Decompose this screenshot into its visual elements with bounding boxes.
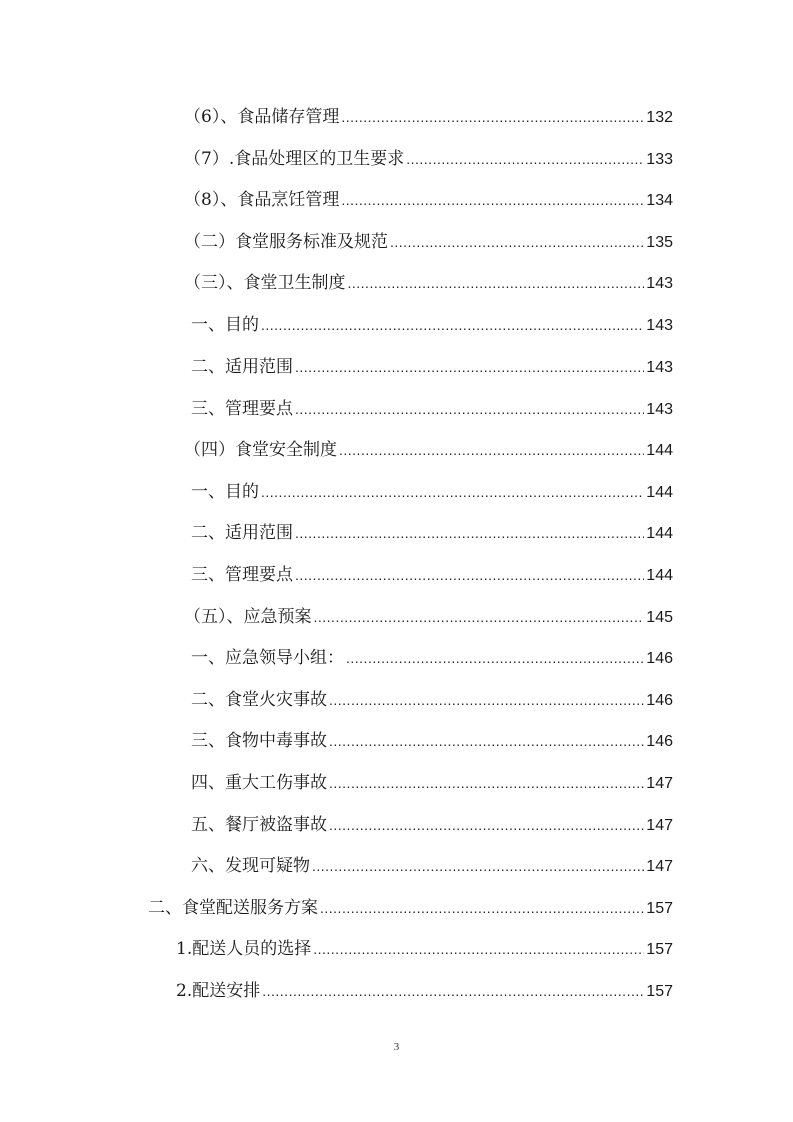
toc-entry-label: 二、适用范围	[191, 523, 293, 543]
toc-page-number: 147	[646, 817, 673, 834]
toc-page-number: 143	[646, 275, 673, 292]
toc-leader-dots	[312, 853, 644, 879]
toc-entry-label: （8）、食品烹饪管理	[184, 190, 340, 210]
toc-entry[interactable]	[184, 104, 673, 130]
toc-leader-dots	[295, 562, 644, 588]
toc-entry-label: （二）食堂服务标准及规范	[184, 232, 388, 252]
toc-leader-dots	[341, 104, 644, 130]
toc-entry-label: 四、重大工伤事故	[191, 773, 327, 793]
toc-entry-label: 六、发现可疑物	[191, 856, 310, 876]
toc-leader-dots	[295, 354, 644, 380]
toc-leader-dots	[406, 146, 644, 172]
toc-leader-dots	[346, 645, 644, 671]
toc-leader-dots	[329, 812, 644, 838]
toc-leader-dots	[314, 604, 645, 630]
toc-entry[interactable]	[184, 437, 673, 463]
toc-page-number: 146	[646, 733, 673, 750]
toc-page-number: 157	[646, 941, 673, 958]
toc-entry-label: 一、目的	[191, 315, 259, 335]
toc-entry-label: 五、餐厅被盗事故	[191, 815, 327, 835]
toc-leader-dots	[339, 437, 644, 463]
toc-entry[interactable]	[176, 936, 673, 962]
toc-entry[interactable]	[184, 604, 673, 630]
toc-entry[interactable]	[191, 562, 673, 588]
toc-entry[interactable]	[191, 396, 673, 422]
toc-entry-label: 三、管理要点	[191, 399, 293, 419]
toc-page-number: 146	[646, 650, 673, 667]
toc-leader-dots	[329, 728, 644, 754]
toc-page-number: 144	[646, 567, 673, 584]
toc-page-number: 145	[646, 609, 673, 626]
toc-leader-dots	[262, 978, 644, 1004]
toc-entry[interactable]	[184, 270, 673, 296]
toc-leader-dots	[390, 229, 644, 255]
toc-entry-label: 1.配送人员的选择	[176, 939, 312, 959]
toc-page-number: 144	[646, 442, 673, 459]
toc-page-number: 132	[646, 109, 673, 126]
toc-leader-dots	[261, 312, 644, 338]
toc-page-number: 144	[646, 525, 673, 542]
toc-entry[interactable]	[191, 479, 673, 505]
toc-page-number: 143	[646, 401, 673, 418]
toc-entry[interactable]	[184, 187, 673, 213]
toc-page-number: 157	[646, 983, 673, 1000]
toc-leader-dots	[341, 187, 644, 213]
toc-page-number: 143	[646, 359, 673, 376]
toc-entry-label: （五）、应急预案	[184, 607, 312, 627]
toc-page-number: 146	[646, 692, 673, 709]
toc-entry-label: （7）.食品处理区的卫生要求	[184, 149, 405, 169]
toc-entry[interactable]	[191, 853, 673, 879]
toc-entry-label: 三、食物中毒事故	[191, 731, 327, 751]
toc-page-number: 134	[646, 192, 673, 209]
toc-leader-dots	[295, 396, 644, 422]
toc-entry[interactable]	[191, 520, 673, 546]
toc-entry-label: （6）、食品储存管理	[184, 107, 340, 127]
toc-page-number: 143	[646, 317, 673, 334]
toc-leader-dots	[320, 895, 644, 921]
toc-leader-dots	[348, 270, 645, 296]
toc-entry[interactable]	[191, 812, 673, 838]
toc-page-number: 147	[646, 858, 673, 875]
toc-entry[interactable]	[184, 146, 673, 172]
toc-entry[interactable]	[148, 895, 673, 921]
toc-page-number: 135	[646, 234, 673, 251]
toc-entry[interactable]	[176, 978, 673, 1004]
toc-leader-dots	[261, 479, 644, 505]
toc-entry[interactable]	[191, 687, 673, 713]
toc-entry-label: 一、应急领导小组：	[191, 648, 344, 668]
toc-leader-dots	[313, 936, 644, 962]
toc-entry-label: 二、食堂火灾事故	[191, 690, 327, 710]
toc-entry-label: （四）食堂安全制度	[184, 440, 337, 460]
toc-page-number: 147	[646, 775, 673, 792]
toc-entry-label: 三、管理要点	[191, 565, 293, 585]
toc-entry[interactable]	[191, 770, 673, 796]
toc-entry[interactable]	[191, 312, 673, 338]
toc-entry-label: 一、目的	[191, 482, 259, 502]
toc-page-number: 157	[646, 900, 673, 917]
toc-leader-dots	[329, 770, 644, 796]
page-footer-number: 3	[393, 1041, 400, 1053]
toc-entry[interactable]	[184, 229, 673, 255]
toc-page-number: 144	[646, 484, 673, 501]
toc-entry[interactable]	[191, 354, 673, 380]
toc-leader-dots	[329, 687, 644, 713]
toc-entry[interactable]	[191, 728, 673, 754]
toc-leader-dots	[295, 520, 644, 546]
toc-entry-label: （三）、食堂卫生制度	[184, 273, 346, 293]
toc-entry-label: 二、食堂配送服务方案	[148, 898, 318, 918]
toc-entry-label: 二、适用范围	[191, 357, 293, 377]
toc-entry[interactable]	[191, 645, 673, 671]
toc-page-number: 133	[646, 151, 673, 168]
toc-entry-label: 2.配送安排	[176, 981, 261, 1001]
